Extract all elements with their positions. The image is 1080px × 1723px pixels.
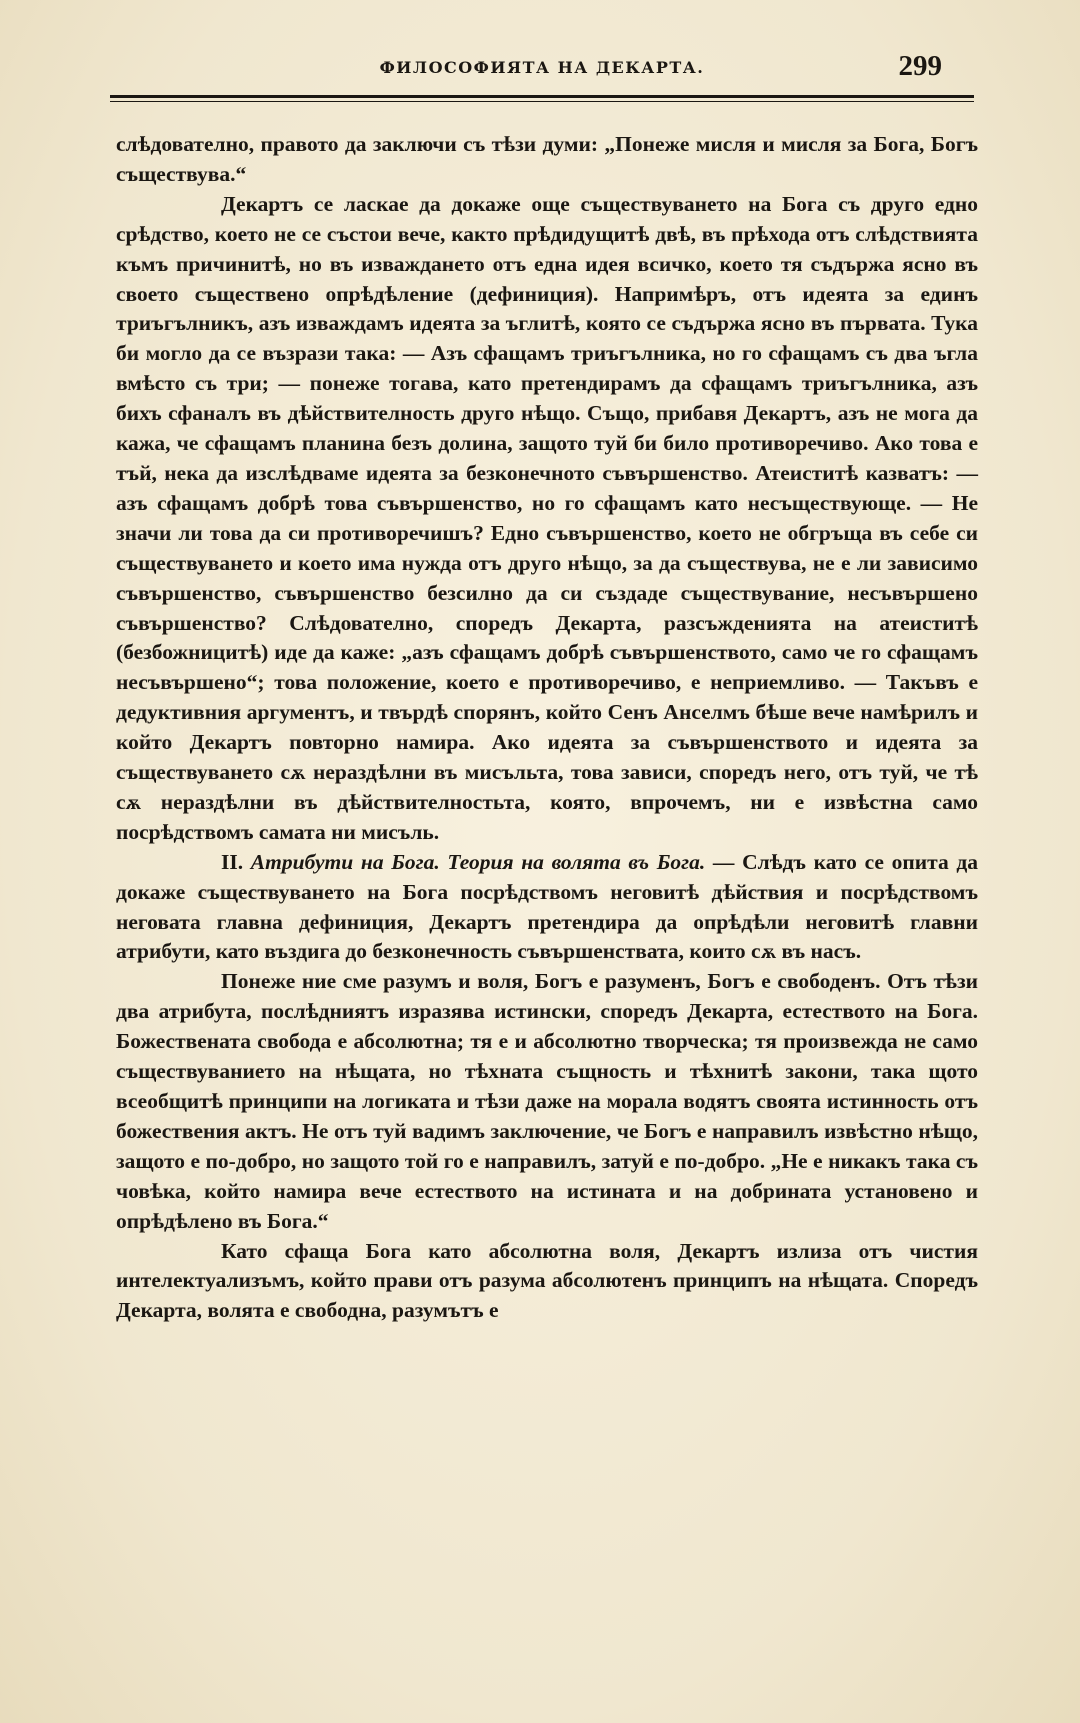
page-header xyxy=(110,50,974,90)
section-numeral: II. xyxy=(221,849,244,874)
page-number: 299 xyxy=(898,50,942,82)
section-heading: Атрибути на Бога. Теория на волята въ Бога. xyxy=(250,849,706,874)
paragraph-3 xyxy=(116,848,978,968)
running-title: ФИЛОСОФИЯТА НА ДЕКАРТА. xyxy=(379,58,705,77)
header-rule-thick xyxy=(110,95,974,98)
paragraph-5: Като сфаща Бога като абсолютна воля, Декартъ излиза отъ чистия интелектуализъмъ, който прави отъ разума абсолютенъ принципъ на нѣщата. Споредъ Декарта, волята е свободна, разумътъ е xyxy=(116,1238,978,1323)
body-text xyxy=(116,130,978,1326)
header-rule-thin xyxy=(110,101,974,102)
paragraph-2: Декартъ се ласкае да докаже още съществуването на Бога съ друго едно срѣдство, което не се състои вече, както прѣдидущитѣ двѣ, въ прѣхода отъ слѣдствията къмъ причинитѣ, но въ изваждането отъ една идея всичко, което тя съдържа ясно въ своето съществено опрѣдѣление (дефиниция). Напримѣръ, отъ идеята за единъ триъгълникъ, азъ изваждамъ идеята за ъглитѣ, която се съдържа ясно въ първата. Тука би могло да се възрази така: — Азъ сфащамъ триъгълника, но го сфащамъ съ два ъгла вмѣсто съ три; — понеже тогава, като претендирамъ да сфащамъ триъгълника, азъ бихъ сфаналъ въ дѣйствителность друго нѣщо. Също, прибавя Декартъ, азъ не мога да кажа, че сфащамъ планина безъ долина, защото туй би било противоречиво. Ако това е тъй, нека да изслѣдваме идеята за безконечното съвършенство. Атеиститѣ казватъ: — азъ сфащамъ добрѣ това съвършенство, но го сфащамъ като несъществующе. — Не значи ли това да си противоречишъ? Едно съвършенство, което не обгръща въ себе си съществуването и което има нужда отъ друго нѣщо, за да съществува, не е ли зависимо съвършенство, съвършенство безсилно да си създаде съществувание, несъвършено съвършенство? Слѣдователно, споредъ Декарта, разсъжденията на атеиститѣ (безбожницитѣ) иде да каже: „азъ сфащамъ добрѣ съвършенството, само че го сфащамъ несъвършено“; това положение, което е противоречиво, е неприемливо. — Такъвъ е дедуктивния аргументъ, и твърдѣ спорянъ, който Сенъ Анселмъ бѣше вече намѣрилъ и който Декартъ повторно намира. Ако идеята за съвършенството и идеята за съществуването сѫ нераздѣлни въ мисъльта, това зависи, споредъ него, отъ туй, че тѣ сѫ нераздѣлни въ дѣйствителностьта, която, впрочемъ, ни е извѣстна само посрѣдствомъ самата ни мисъль. xyxy=(116,191,978,844)
paragraph-4: Понеже ние сме разумъ и воля, Богъ е разуменъ, Богъ е свободенъ. Отъ тѣзи два атрибута, послѣдниятъ изразява истински, споредъ Декарта, естеството на Бога. Божествената свобода е абсолютна; тя е и абсолютно творческа; тя произвежда не само съществуванието на нѣщата, но тѣхната същность и тѣхнитѣ закони, така щото всеобщитѣ принципи на логиката и тѣзи даже на морала водятъ своята истинность отъ божествения актъ. Не отъ туй вадимъ заключение, че Богъ е направилъ извѣстно нѣщо, защото е по-добро, но защото той го е направилъ, затуй е по-добро. „Не е никакъ така съ човѣка, който намира вече естеството на истината и на добрината установено и опрѣдѣлено въ Бога.“ xyxy=(116,969,978,1233)
section-text: — Слѣдъ като се опита да докаже съществуването на Бога посрѣдствомъ неговитѣ дѣйствия и посрѣдствомъ неговата главна дефиниция, Декартъ претендира да опрѣдѣли неговитѣ главни атрибути, като въздига до безконечность съвършенствата, които сѫ въ насъ. xyxy=(116,849,979,964)
paragraph-1: слѣдователно, правото да заключи съ тѣзи думи: „Понеже мисля и мисля за Бога, Богъ съществува.“ xyxy=(116,132,978,186)
